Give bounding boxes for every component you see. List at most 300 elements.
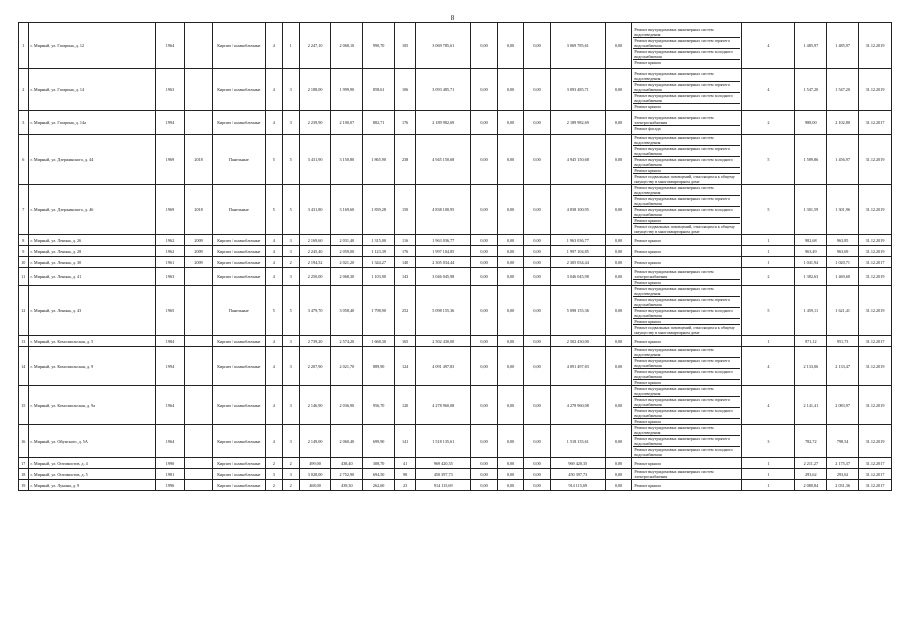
cost-cell: 2 189 982,69 <box>416 111 471 135</box>
work-item: Ремонт внутридомовых инженерных систем водоотведения <box>633 135 740 146</box>
address-cell: г. Мирный, ул. Ленина, д. 43 <box>28 286 155 336</box>
residential-area-cell: 956,70 <box>363 386 395 425</box>
year-built-cell: 1969 <box>155 135 185 185</box>
fund-b-cell: 0,00 <box>497 235 523 246</box>
work-item: Ремонт крыши <box>634 59 661 65</box>
year-repair-cell <box>185 336 213 347</box>
total-area-cell: 2 188,00 <box>299 69 331 111</box>
fund-a-cell: 0,00 <box>471 336 497 347</box>
year-built-cell: 1963 <box>155 69 185 111</box>
table-row <box>19 286 892 336</box>
deadline-cell: 31.12.2017 <box>859 469 892 480</box>
residents-cell: 23 <box>395 480 416 491</box>
cost-cell: 1 997 104,85 <box>416 246 471 257</box>
residential-area-cell: 1 123,39 <box>363 246 395 257</box>
cost-cell: 969 420,35 <box>416 458 471 469</box>
fund-c-cell: 0,00 <box>524 246 550 257</box>
address-cell: г. Мирный, ул. Ойунского, д. 5А <box>28 425 155 458</box>
year-built-cell: 1996 <box>155 480 185 491</box>
work-item: Ремонт внутридомовых инженерных систем электроснабжения <box>633 269 740 280</box>
row-number: 15 <box>19 386 29 425</box>
living-area-cell: 438,40 <box>331 458 363 469</box>
year-repair-cell <box>185 111 213 135</box>
total-cost-cell: 3 093 485,71 <box>550 69 605 111</box>
fund-a-cell: 0,00 <box>471 23 497 69</box>
residents-cell: 98 <box>395 469 416 480</box>
wall-material-cell: Кирпич / шлакоблочные <box>212 336 265 347</box>
fund-d-cell: 0,00 <box>605 111 631 135</box>
year-repair-cell: 2009 <box>185 257 213 268</box>
wall-material-cell: Панельные <box>212 185 265 235</box>
floors-cell: 2 <box>265 458 282 469</box>
cost-cell: 4 945 150,68 <box>416 135 471 185</box>
wall-material-cell: Кирпич / шлакоблочные <box>212 480 265 491</box>
wall-material-cell: Кирпич / шлакоблочные <box>212 69 265 111</box>
fund-b-cell: 0,00 <box>497 246 523 257</box>
cost-cell: 4 091 497,83 <box>416 347 471 386</box>
unit-cost-cell: 982,68 <box>795 235 827 246</box>
fund-d-cell: 0,00 <box>605 347 631 386</box>
work-item: Ремонт крыши <box>634 419 661 424</box>
works-count-cell: 5 <box>742 185 795 235</box>
living-area-cell: 3 150,80 <box>331 135 363 185</box>
wall-material-cell: Кирпич / шлакоблочные <box>212 347 265 386</box>
residents-cell: 140 <box>395 257 416 268</box>
works-count-cell: 3 <box>742 425 795 458</box>
fund-c-cell: 0,00 <box>524 135 550 185</box>
fund-c-cell: 0,00 <box>524 336 550 347</box>
residents-cell: 141 <box>395 425 416 458</box>
floors-cell: 4 <box>265 246 282 257</box>
work-item: Ремонт внутридомовых инженерных систем горячего водоснабжения <box>633 146 740 157</box>
entrances-cell: 3 <box>282 469 299 480</box>
deadline-cell: 31.12.2019 <box>859 347 892 386</box>
fund-c-cell: 0,00 <box>524 480 550 491</box>
entrances-cell: 2 <box>282 257 299 268</box>
fund-a-cell: 0,00 <box>471 111 497 135</box>
fund-b-cell: 0,00 <box>497 480 523 491</box>
entrances-cell: 3 <box>282 235 299 246</box>
year-repair-cell <box>185 286 213 336</box>
table-row <box>19 347 892 386</box>
work-item: Ремонт внутридомовых инженерных систем холодного водоснабжения <box>633 93 740 104</box>
address-cell: г. Мирный, ул. Дзержинского, д. 46 <box>28 185 155 235</box>
row-number: 7 <box>19 185 29 235</box>
fund-b-cell: 0,00 <box>497 185 523 235</box>
floors-cell: 5 <box>265 135 282 185</box>
year-repair-cell <box>185 69 213 111</box>
max-unit-cost-cell: 1 469,60 <box>827 268 859 286</box>
floors-cell: 4 <box>265 386 282 425</box>
fund-c-cell: 0,00 <box>524 425 550 458</box>
floors-cell: 3 <box>265 469 282 480</box>
fund-b-cell: 0,00 <box>497 23 523 69</box>
unit-cost-cell: 1 459,11 <box>795 286 827 336</box>
work-item: Ремонт внутридомовых инженерных систем водоотведения <box>633 425 740 436</box>
work-item: Ремонт внутридомовых инженерных систем холодного водоснабжения <box>634 447 733 457</box>
address-cell: г. Мирный, ул. Оптимистов, д. 5 <box>28 469 155 480</box>
table-row <box>19 268 892 286</box>
max-unit-cost-cell: 1 301,96 <box>827 185 859 235</box>
residential-area-cell: 1 865,90 <box>363 135 395 185</box>
year-repair-cell <box>185 458 213 469</box>
work-item: Ремонт крыши <box>634 248 661 254</box>
row-number: 1 <box>19 23 29 69</box>
works-cell <box>632 286 742 336</box>
fund-b-cell: 0,00 <box>497 425 523 458</box>
deadline-cell: 31.12.2019 <box>859 386 892 425</box>
residential-area-cell: 858,61 <box>363 69 395 111</box>
work-item: Ремонт крыши <box>634 460 661 466</box>
total-cost-cell: 4 838 100,95 <box>550 185 605 235</box>
work-item: Ремонт крыши <box>633 168 740 174</box>
residential-area-cell: 1 344,27 <box>363 257 395 268</box>
address-cell: г. Мирный, ул. Оптимистов, д. 4 <box>28 458 155 469</box>
floors-cell: 4 <box>265 69 282 111</box>
work-item: Ремонт крыши <box>633 319 740 325</box>
max-unit-cost-cell: 1 020,71 <box>827 257 859 268</box>
year-repair-cell <box>185 386 213 425</box>
table-row <box>19 336 892 347</box>
living-area-cell: 1 999,90 <box>331 69 363 111</box>
works-count-cell: 1 <box>742 246 795 257</box>
unit-cost-cell: 988,00 <box>795 111 827 135</box>
fund-a-cell: 0,00 <box>471 135 497 185</box>
year-repair-cell <box>185 480 213 491</box>
year-built-cell: 1994 <box>155 347 185 386</box>
fund-d-cell: 0,00 <box>605 469 631 480</box>
work-item: Ремонт крыши <box>634 237 661 243</box>
total-cost-cell: 969 420,35 <box>550 458 605 469</box>
works-count-cell: 5 <box>742 286 795 336</box>
row-number: 19 <box>19 480 29 491</box>
floors-cell: 4 <box>265 23 282 69</box>
works-count-cell: 1 <box>742 480 795 491</box>
works-count-cell: 4 <box>742 347 795 386</box>
table-row <box>19 386 892 425</box>
cost-cell: 2 502 430,00 <box>416 336 471 347</box>
work-item: Ремонт внутридомовых инженерных систем горячего водоснабжения <box>633 358 740 369</box>
year-built-cell: 1964 <box>155 23 185 69</box>
work-item: Ремонт внутридомовых инженерных систем холодного водоснабжения <box>633 157 740 168</box>
works-count-cell: 1 <box>742 257 795 268</box>
address-cell: г. Мирный, ул. Ленина, д. 41 <box>28 268 155 286</box>
max-unit-cost-cell: 1 621,41 <box>827 286 859 336</box>
residents-cell: 124 <box>395 347 416 386</box>
year-repair-cell: 2009 <box>185 235 213 246</box>
row-number: 17 <box>19 458 29 469</box>
work-item: Ремонт внутридомовых инженерных систем водоотведения <box>633 286 740 297</box>
deadline-cell: 31.12.2019 <box>859 286 892 336</box>
total-cost-cell: 2 189 982,69 <box>550 111 605 135</box>
fund-d-cell: 0,00 <box>605 135 631 185</box>
table-row <box>19 257 892 268</box>
total-area-cell: 2 250,00 <box>299 268 331 286</box>
floors-cell: 4 <box>265 235 282 246</box>
year-repair-cell <box>185 23 213 69</box>
residential-area-cell: 1 103,90 <box>363 268 395 286</box>
wall-material-cell: Кирпич / шлакоблочные <box>212 23 265 69</box>
address-cell: г. Мирный, ул. Ленина, д. 26 <box>28 235 155 246</box>
address-cell: г. Мирный, ул. Ленина, д. 28 <box>28 246 155 257</box>
fund-c-cell: 0,00 <box>524 347 550 386</box>
entrances-cell: 3 <box>282 336 299 347</box>
works-cell <box>632 23 742 69</box>
living-area-cell: 3 169,60 <box>331 185 363 235</box>
works-count-cell: 5 <box>742 135 795 185</box>
works-cell <box>632 135 742 185</box>
work-item: Ремонт внутридомовых инженерных систем водоотведения <box>633 27 740 38</box>
wall-material-cell: Кирпич / шлакоблочные <box>212 268 265 286</box>
fund-c-cell: 0,00 <box>524 69 550 111</box>
work-item: Ремонт внутридомовых инженерных систем водоотведения <box>633 185 740 196</box>
work-item: Ремонт крыши <box>634 259 661 265</box>
work-item: Ремонт внутридомовых инженерных систем горячего водоснабжения <box>633 297 740 308</box>
floors-cell: 4 <box>265 425 282 458</box>
deadline-cell: 31.12.2019 <box>859 235 892 246</box>
work-item: Ремонт внутридомовых инженерных систем водоотведения <box>633 71 740 82</box>
total-area-cell: 468,00 <box>299 480 331 491</box>
table-row <box>19 185 892 235</box>
row-number: 3 <box>19 111 29 135</box>
living-area-cell: 2 574,20 <box>331 336 363 347</box>
year-built-cell: 1965 <box>155 286 185 336</box>
work-item: Ремонт внутридомовых инженерных систем электроснабжения <box>634 469 714 479</box>
housing-repair-table <box>18 22 892 491</box>
living-area-cell: 2 031,40 <box>331 235 363 246</box>
row-number: 12 <box>19 286 29 336</box>
living-area-cell: 2 059,00 <box>331 246 363 257</box>
total-cost-cell: 450 397,73 <box>550 469 605 480</box>
fund-d-cell: 0,00 <box>605 69 631 111</box>
living-area-cell: 2 021,70 <box>331 347 363 386</box>
work-item: Ремонт крыши <box>634 380 661 385</box>
works-count-cell: 1 <box>742 235 795 246</box>
total-cost-cell: 3 069 785,61 <box>550 23 605 69</box>
fund-b-cell: 0,00 <box>497 386 523 425</box>
works-cell <box>632 235 742 246</box>
row-number: 10 <box>19 257 29 268</box>
cost-cell: 914 115,69 <box>416 480 471 491</box>
wall-material-cell: Панельные <box>212 286 265 336</box>
floors-cell: 4 <box>265 257 282 268</box>
works-count-cell: 1 <box>742 469 795 480</box>
table-row <box>19 480 892 491</box>
fund-b-cell: 0,00 <box>497 111 523 135</box>
table-row <box>19 135 892 185</box>
works-cell <box>632 469 742 480</box>
fund-c-cell: 0,00 <box>524 458 550 469</box>
total-area-cell: 2 245,40 <box>299 246 331 257</box>
residential-area-cell: 694,50 <box>363 469 395 480</box>
residential-area-cell: 1 315,00 <box>363 235 395 246</box>
max-unit-cost-cell: 2 031,36 <box>827 480 859 491</box>
unit-cost-cell: 1 547,20 <box>795 69 827 111</box>
living-area-cell: 2 752,90 <box>331 469 363 480</box>
year-repair-cell <box>185 268 213 286</box>
total-cost-cell: 1 963 036,77 <box>550 235 605 246</box>
fund-d-cell: 0,00 <box>605 23 631 69</box>
wall-material-cell: Кирпич / шлакоблочные <box>212 257 265 268</box>
total-area-cell: 2 239,90 <box>299 111 331 135</box>
unit-cost-cell: 1 485,97 <box>795 23 827 69</box>
fund-c-cell: 0,00 <box>524 23 550 69</box>
floors-cell: 5 <box>265 286 282 336</box>
unit-cost-cell: 2 211,27 <box>795 458 827 469</box>
entrances-cell: 1 <box>282 23 299 69</box>
work-item: Ремонт крыши <box>634 279 661 285</box>
residents-cell: 41 <box>395 458 416 469</box>
fund-c-cell: 0,00 <box>524 268 550 286</box>
total-cost-cell: 4 278 960,08 <box>550 386 605 425</box>
floors-cell: 5 <box>265 185 282 235</box>
fund-d-cell: 0,00 <box>605 268 631 286</box>
address-cell: г. Мирный, ул. Комсомольская, д. 9а <box>28 386 155 425</box>
fund-d-cell: 0,00 <box>605 425 631 458</box>
max-unit-cost-cell: 293,62 <box>827 469 859 480</box>
fund-a-cell: 0,00 <box>471 480 497 491</box>
cost-cell: 4 838 100,95 <box>416 185 471 235</box>
work-item: Ремонт подвальных помещений, относящихся к общему имуществу в многоквартирном доме <box>634 325 735 335</box>
floors-cell: 2 <box>265 480 282 491</box>
work-item: Ремонт фасада <box>634 125 661 131</box>
work-item: Ремонт крыши <box>634 338 661 344</box>
works-count-cell: 2 <box>742 268 795 286</box>
fund-a-cell: 0,00 <box>471 286 497 336</box>
row-number: 6 <box>19 135 29 185</box>
work-item: Ремонт внутридомовых инженерных систем электроснабжения <box>633 115 740 126</box>
max-unit-cost-cell: 798,54 <box>827 425 859 458</box>
deadline-cell: 31.12.2019 <box>859 69 892 111</box>
year-repair-cell <box>185 425 213 458</box>
row-number: 13 <box>19 336 29 347</box>
work-item: Ремонт крыши <box>634 103 661 109</box>
work-item: Ремонт внутридомовых инженерных систем холодного водоснабжения <box>633 369 740 380</box>
fund-a-cell: 0,00 <box>471 347 497 386</box>
year-built-cell: 1969 <box>155 185 185 235</box>
work-item: Ремонт внутридомовых инженерных систем горячего водоснабжения <box>633 38 740 49</box>
works-cell <box>632 268 742 286</box>
works-cell <box>632 69 742 111</box>
entrances-cell: 3 <box>282 246 299 257</box>
fund-d-cell: 0,00 <box>605 257 631 268</box>
deadline-cell: 31.12.2019 <box>859 185 892 235</box>
residents-cell: 150 <box>395 185 416 235</box>
fund-a-cell: 0,00 <box>471 257 497 268</box>
works-cell <box>632 458 742 469</box>
year-built-cell: 1994 <box>155 111 185 135</box>
entrances-cell: 3 <box>282 347 299 386</box>
fund-d-cell: 0,00 <box>605 386 631 425</box>
residential-area-cell: 1 798,90 <box>363 286 395 336</box>
works-cell <box>632 257 742 268</box>
residential-area-cell: 1 839,28 <box>363 185 395 235</box>
work-item: Ремонт внутридомовых инженерных систем водоотведения <box>633 386 740 397</box>
total-area-cell: 3 431,80 <box>299 185 331 235</box>
work-item: Ремонт внутридомовых инженерных систем горячего водоснабжения <box>633 397 740 408</box>
total-cost-cell: 4 091 497,83 <box>550 347 605 386</box>
total-cost-cell: 2 305 034,44 <box>550 257 605 268</box>
residents-cell: 105 <box>395 23 416 69</box>
works-cell <box>632 246 742 257</box>
works-cell <box>632 185 742 235</box>
fund-a-cell: 0,00 <box>471 425 497 458</box>
residential-area-cell: 308,70 <box>363 458 395 469</box>
fund-c-cell: 0,00 <box>524 257 550 268</box>
year-repair-cell <box>185 469 213 480</box>
table-row <box>19 469 892 480</box>
living-area-cell: 2 060,40 <box>331 425 363 458</box>
work-item: Ремонт внутридомовых инженерных систем холодного водоснабжения <box>633 408 740 419</box>
work-item: Ремонт крыши <box>634 482 661 488</box>
living-area-cell: 3 058,40 <box>331 286 363 336</box>
work-item: Ремонт внутридомовых инженерных систем горячего водоснабжения <box>633 196 740 207</box>
entrances-cell: 2 <box>282 480 299 491</box>
table-row <box>19 23 892 69</box>
row-number: 2 <box>19 69 29 111</box>
work-item: Ремонт внутридомовых инженерных систем водоотведения <box>633 347 740 358</box>
address-cell: г. Мирный, ул. Лунина, д. 9 <box>28 480 155 491</box>
residents-cell: 165 <box>395 336 416 347</box>
entrances-cell: 3 <box>282 386 299 425</box>
total-area-cell: 3 479,70 <box>299 286 331 336</box>
row-number: 16 <box>19 425 29 458</box>
works-count-cell: 1 <box>742 458 795 469</box>
work-item: Ремонт внутридомовых инженерных систем горячего водоснабжения <box>633 82 740 93</box>
entrances-cell: 5 <box>282 185 299 235</box>
max-unit-cost-cell: 2 175,37 <box>827 458 859 469</box>
works-cell <box>632 347 742 386</box>
fund-a-cell: 0,00 <box>471 469 497 480</box>
year-repair-cell <box>185 347 213 386</box>
deadline-cell: 31.12.2017 <box>859 480 892 491</box>
fund-d-cell: 0,00 <box>605 336 631 347</box>
fund-a-cell: 0,00 <box>471 386 497 425</box>
works-count-cell: 2 <box>742 111 795 135</box>
unit-cost-cell: 2 133,06 <box>795 347 827 386</box>
unit-cost-cell: 2 080,84 <box>795 480 827 491</box>
table-row <box>19 111 892 135</box>
floors-cell: 4 <box>265 111 282 135</box>
year-built-cell: 1990 <box>155 458 185 469</box>
floors-cell: 4 <box>265 347 282 386</box>
deadline-cell: 31.12.2019 <box>859 23 892 69</box>
max-unit-cost-cell: 2 083,97 <box>827 386 859 425</box>
fund-a-cell: 0,00 <box>471 268 497 286</box>
deadline-cell: 31.12.2019 <box>859 268 892 286</box>
year-built-cell: 1962 <box>155 246 185 257</box>
total-area-cell: 2 207,90 <box>299 347 331 386</box>
row-number: 11 <box>19 268 29 286</box>
wall-material-cell: Кирпич / шлакоблочные <box>212 386 265 425</box>
deadline-cell: 31.12.2017 <box>859 458 892 469</box>
wall-material-cell: Кирпич / шлакоблочные <box>212 458 265 469</box>
address-cell: г. Мирный, ул. Комсомольская, д. 5 <box>28 336 155 347</box>
address-cell: г. Мирный, ул. Гагарина, д. 12 <box>28 23 155 69</box>
max-unit-cost-cell: 1 485,97 <box>827 23 859 69</box>
fund-a-cell: 0,00 <box>471 69 497 111</box>
deadline-cell: 31.12.2019 <box>859 135 892 185</box>
living-area-cell: 2 036,90 <box>331 386 363 425</box>
wall-material-cell: Кирпич / шлакоблочные <box>212 111 265 135</box>
cost-cell: 3 093 485,71 <box>416 69 471 111</box>
cost-cell: 4 278 960,08 <box>416 386 471 425</box>
row-number: 9 <box>19 246 29 257</box>
wall-material-cell: Кирпич / шлакоблочные <box>212 469 265 480</box>
fund-c-cell: 0,00 <box>524 235 550 246</box>
residential-area-cell: 889,90 <box>363 347 395 386</box>
total-cost-cell: 4 945 150,68 <box>550 135 605 185</box>
